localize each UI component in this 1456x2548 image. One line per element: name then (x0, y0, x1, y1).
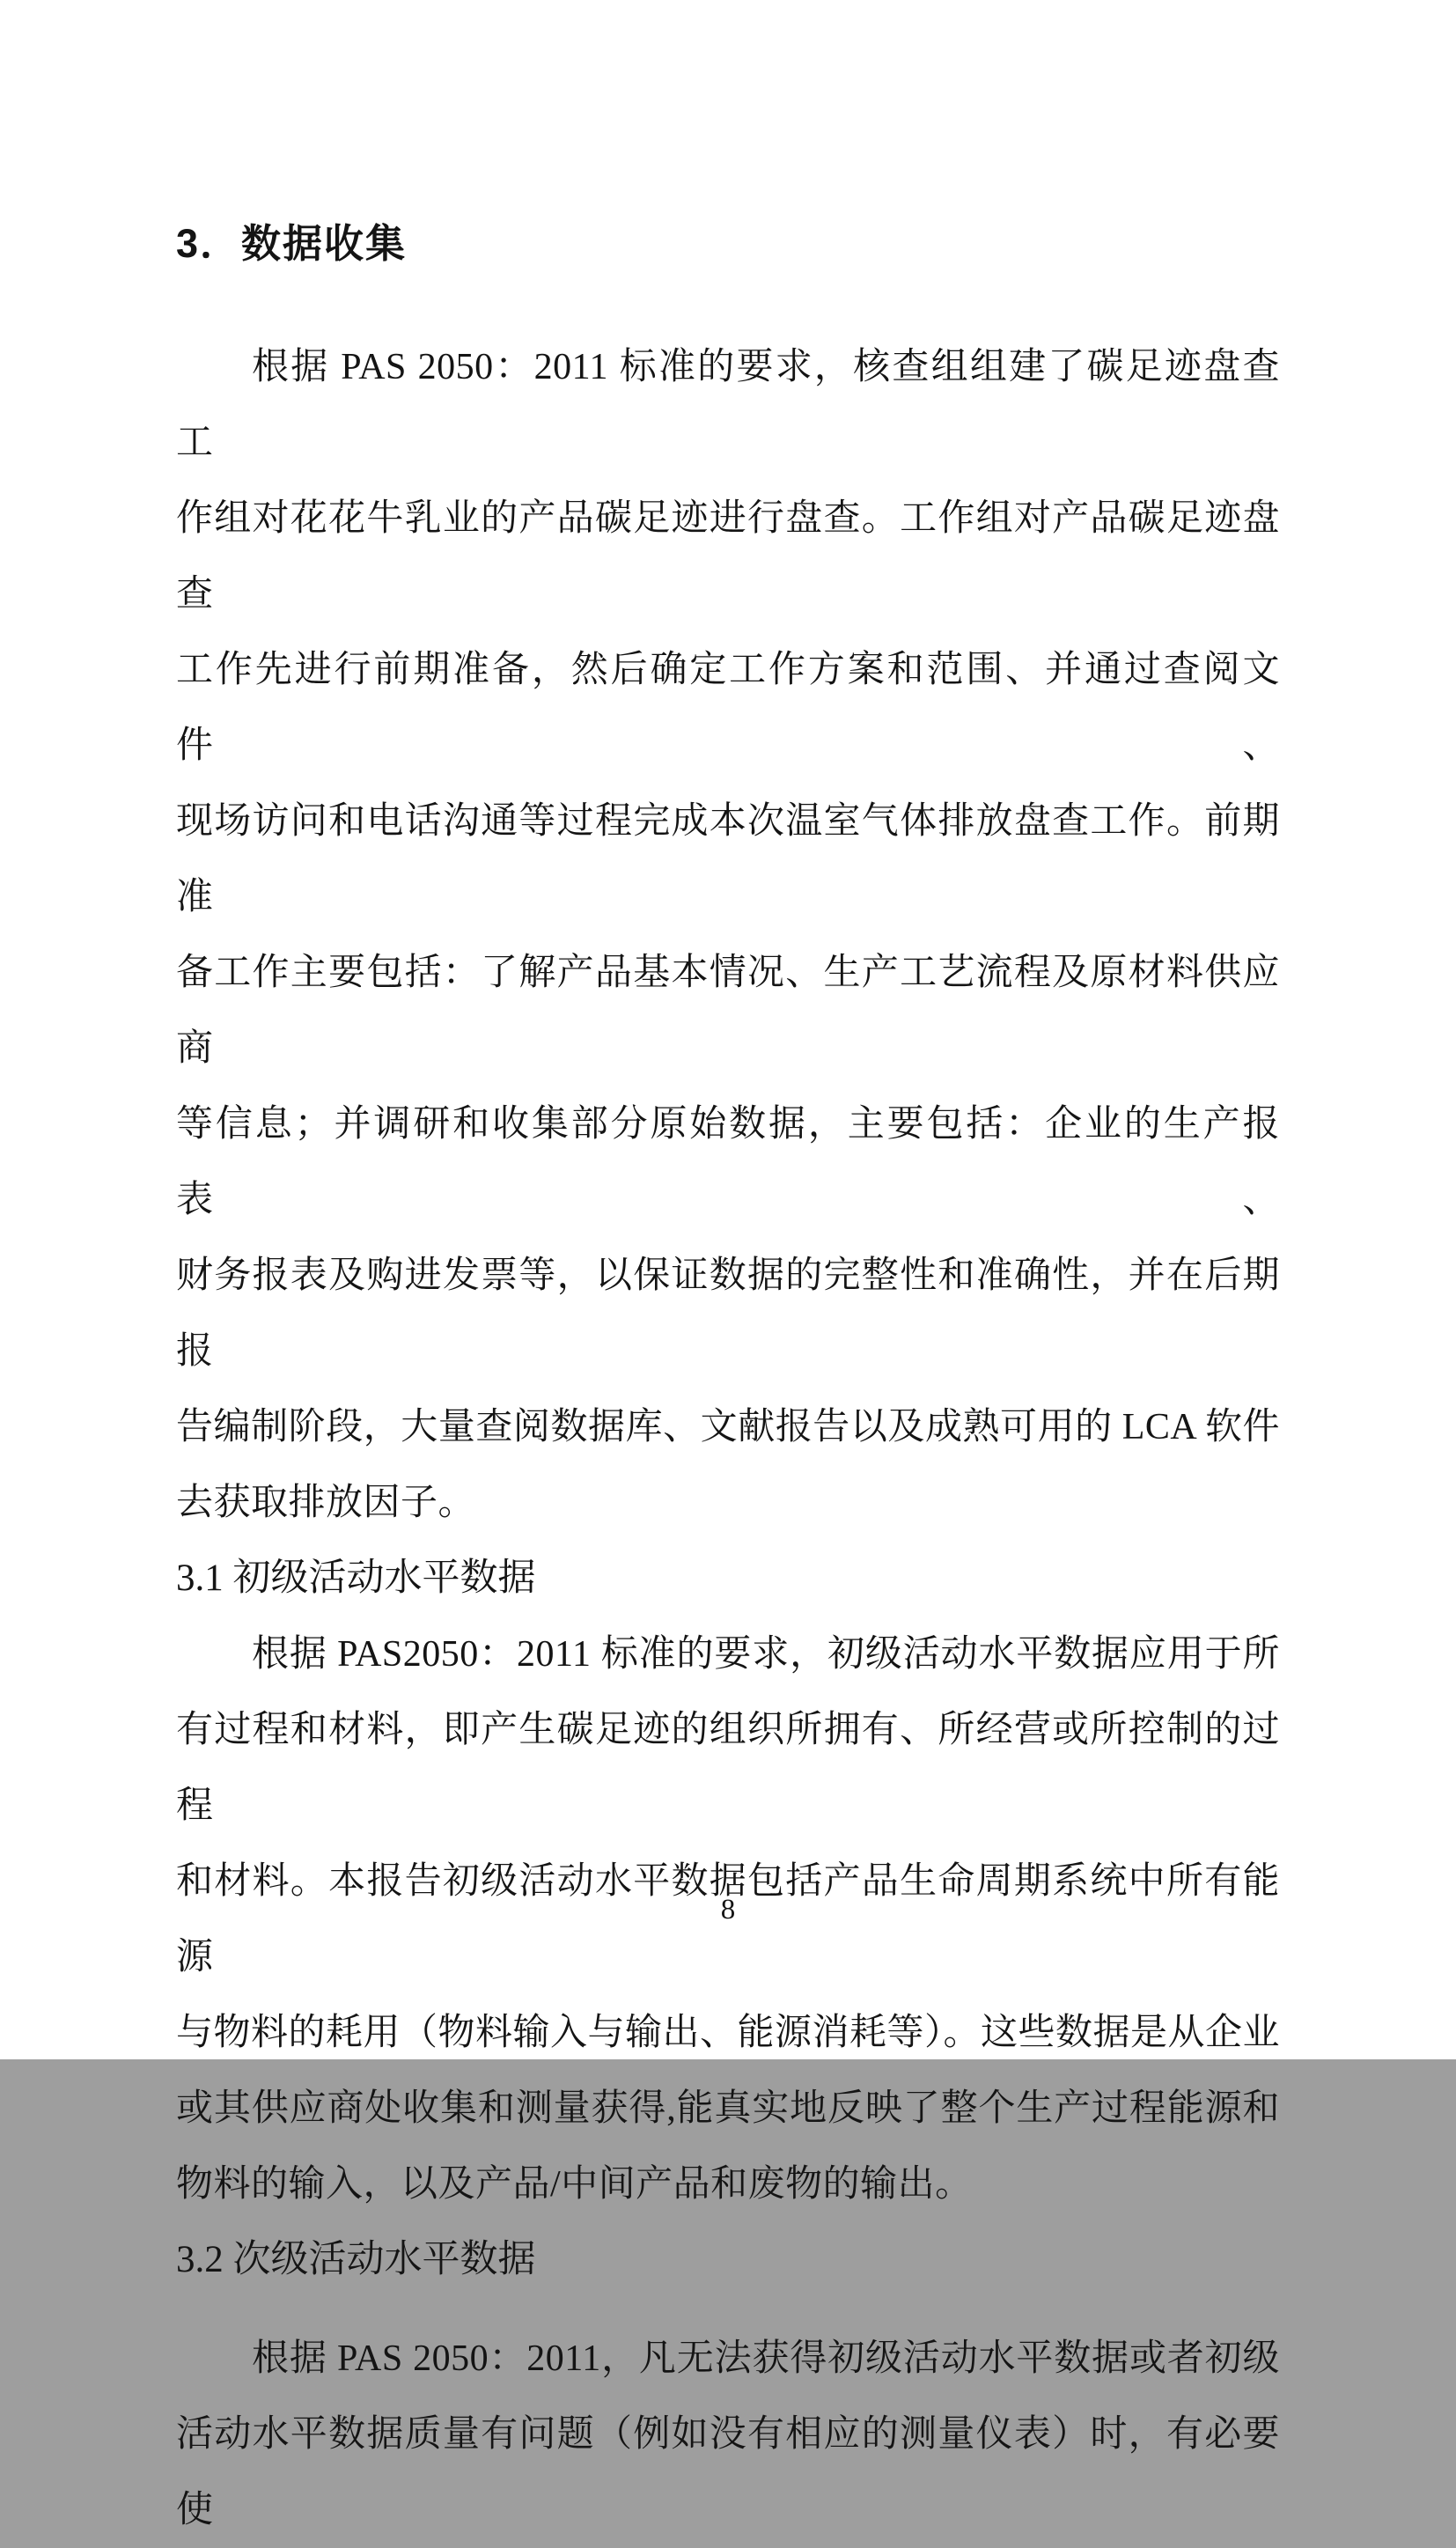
chapter-heading: 3．数据收集 (176, 221, 408, 266)
paragraph-line: 告编制阶段，大量查阅数据库、文献报告以及成熟可用的 LCA 软件 (176, 1407, 1280, 1447)
paragraph-3 (176, 2321, 1280, 2548)
page-number: 8 (720, 1894, 736, 1926)
paragraph-line: 与物料的耗用（物料输入与输出、能源消耗等）。这些数据是从企业 (176, 2013, 1281, 2053)
paragraph-line: 根据 PAS 2050：2011 标准的要求，核查组组建了碳足迹盘查工 (176, 347, 1280, 463)
section-heading-3-2: 3.2 次级活动水平数据 (176, 2239, 536, 2280)
paragraph-line: 备工作主要包括：了解产品基本情况、生产工艺流程及原材料供应商 (176, 953, 1280, 1069)
paragraph-1 (176, 329, 1280, 1541)
paragraph-line: 根据 PAS 2050：2011，凡无法获得初级活动水平数据或者初级 (252, 2338, 1280, 2379)
paragraph-line: 根据 PAS2050：2011 标准的要求，初级活动水平数据应用于所 (252, 1634, 1280, 1675)
paragraph-line: 作组对花花牛乳业的产品碳足迹进行盘查。工作组对产品碳足迹盘查 (176, 498, 1280, 615)
paragraph-line: 现场访问和电话沟通等过程完成本次温室气体排放盘查工作。前期准 (176, 801, 1280, 917)
paragraph-line: 有过程和材料，即产生碳足迹的组织所拥有、所经营或所控制的过程 (176, 1710, 1280, 1826)
paragraph-line: 等信息；并调研和收集部分原始数据，主要包括：企业的生产报表、 (176, 1104, 1280, 1220)
paragraph-line: 或其供应商处收集和测量获得,能真实地反映了整个生产过程能源和 (176, 2088, 1280, 2129)
paragraph-line: 去获取排放因子。 (176, 1483, 476, 1523)
section-heading-3-1: 3.1 初级活动水平数据 (176, 1558, 536, 1599)
document-body (176, 217, 1280, 2548)
paragraph-line: 物料的输入，以及产品/中间产品和废物的输出。 (176, 2164, 973, 2205)
paragraph-line: 和材料。本报告初级活动水平数据包括产品生命周期系统中所有能源 (176, 1861, 1280, 1977)
paragraph-line: 财务报表及购进发票等，以保证数据的完整性和准确性，并在后期报 (176, 1256, 1280, 1372)
paragraph-line: 工作先进行前期准备，然后确定工作方案和范围、并通过查阅文件、 (176, 650, 1280, 766)
paragraph-line: 活动水平数据质量有问题（例如没有相应的测量仪表）时，有必要使 (176, 2414, 1280, 2530)
